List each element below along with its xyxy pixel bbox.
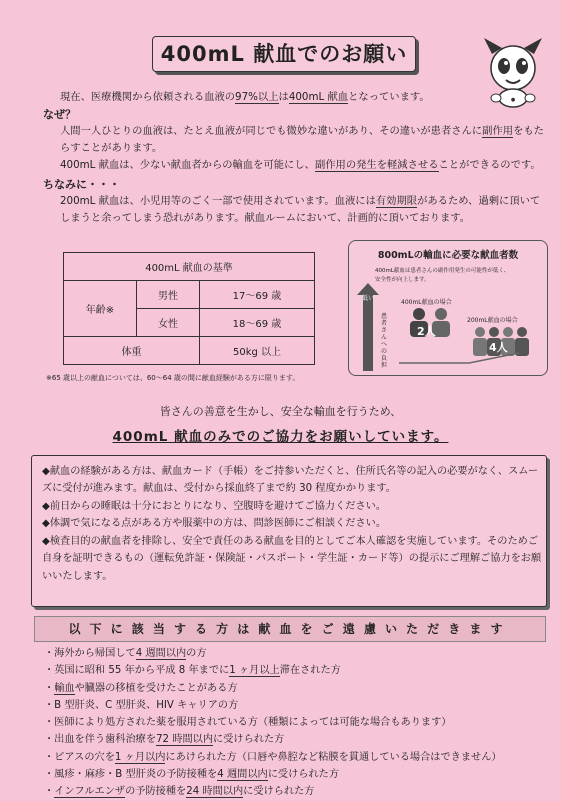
appeal-line-1: 皆さんの善意を生かし、安全な輸血を行うため、: [159, 405, 402, 418]
donor-count-infographic: [348, 240, 548, 376]
why-heading: なぜ？: [43, 108, 76, 121]
intro-text: 現在、医療機関から依頼される血液の97%以上は400mL 献血となっています。: [60, 91, 430, 103]
weight-label: 体重: [64, 337, 200, 365]
mascot-image: [478, 36, 548, 108]
age-label: 年齢※: [64, 281, 137, 337]
deferral-item: ・B 型肝炎、C 型肝炎、HIV キャリアの方: [44, 699, 239, 711]
deferral-item: ・風疹・麻疹・B 型肝炎の予防接種を4 週間以内に受けられた方: [44, 769, 340, 781]
appeal-line-2: 400mL 献血のみでのご協力をお願いしています。: [112, 429, 449, 445]
deferral-item: ・出血を伴う歯科治療を72 時間以内に受けられた方: [44, 734, 285, 746]
info-item-2: ◆前日からの睡眠は十分におとりになり、空腹時を避けてご協力ください。: [42, 501, 387, 512]
deferral-item: ・海外から帰国して4 週間以内の方: [44, 648, 207, 659]
incidentally-text: 200mL 献血は、小児用等のごく一部で使用されています。血液には有効期限があるため、過剰に頂いてしまうと余ってしまう恐れがあります。献血ルームにおいて、計画的に頂いております。: [60, 195, 541, 224]
infographic-title: 800mLの輸血に必要な献血者数: [377, 250, 519, 261]
info-box: [31, 455, 547, 607]
arrow-label: 患者さんへの負担: [381, 313, 388, 369]
info-item-1: ◆献血の経験がある方は、献血カード（手帳）をご持参いただくと、住所氏名等の記入の必要がなく、スムーズに受付が進みます。献血は、受付から採血終了まで約 30 程度かかります。: [42, 466, 539, 495]
why-text-2: 400mL 献血は、少ない献血者からの輸血を可能にし、副作用の発生を軽減させることができるのです。: [60, 159, 541, 171]
arrow-top-label: 低い: [362, 295, 375, 302]
male-label: 男性: [137, 281, 200, 309]
group2-label: 200mL献血の場合: [467, 317, 518, 324]
deferral-item: ・医師により処方された薬を服用されている方（種類によっては可能な場合もあります）: [44, 717, 452, 729]
standard-table-header: 400mL 献血の基準: [64, 253, 315, 281]
deferral-item: ・ピアスの穴を1 ヶ月以内にあけられた方（口唇や鼻腔など粘膜を貫通している場合はできません）: [44, 751, 502, 763]
footnote: ※65 歳以上の献血については、60～64 歳の間に献血経験がある方に限ります。: [46, 374, 300, 382]
why-text-1: 人間一人ひとりの血液は、たとえ血液が同じでも微妙な違いがあり、その違いが患者さんに副作用をもたらすことがあります。: [60, 125, 544, 154]
deferral-banner: 以下に該当する方は献血をご遠慮いただきます: [34, 616, 546, 642]
deferral-item: ・英国に昭和 55 年から平成 8 年までに1 ヶ月以上滞在された方: [44, 665, 341, 677]
female-age: 18～69 歳: [200, 309, 315, 337]
deferral-item: ・インフルエンザの予防接種を24 時間以内に受けられた方: [44, 786, 315, 798]
svg-text:●: ●: [510, 97, 516, 103]
group1-label: 400mL献血の場合: [401, 299, 452, 306]
female-label: 女性: [137, 309, 200, 337]
incidentally-heading: ちなみに・・・: [43, 178, 120, 191]
page-title: 400mL 献血でのお願い: [152, 36, 416, 72]
group1-count: 2人: [417, 325, 436, 338]
info-item-4: ◆検査目的の献血者を排除し、安全で責任のある献血を目的としてご本人確認を実施しています。そのためご自身を証明できるもの（運転免許証・保険証・パスポート・学生証・カード等）の提示にご理解ご協力をお願いいたします。: [42, 536, 542, 582]
baseline-line: [399, 349, 539, 367]
infographic-desc: 400mL献血は患者さんの副作用発生の可能性が低く、 安全性が向上します。: [375, 268, 510, 283]
male-age: 17～69 歳: [200, 281, 315, 309]
info-item-3: ◆体調で気になる点がある方や服薬中の方は、問診医師にご相談ください。: [42, 518, 387, 529]
deferral-list: [44, 645, 502, 801]
weight-value: 50kg 以上: [200, 337, 315, 365]
deferral-item: ・輸血や臓器の移植を受けたことがある方: [44, 682, 238, 694]
standard-table: [63, 252, 315, 365]
group2-count: 4人: [489, 341, 508, 354]
